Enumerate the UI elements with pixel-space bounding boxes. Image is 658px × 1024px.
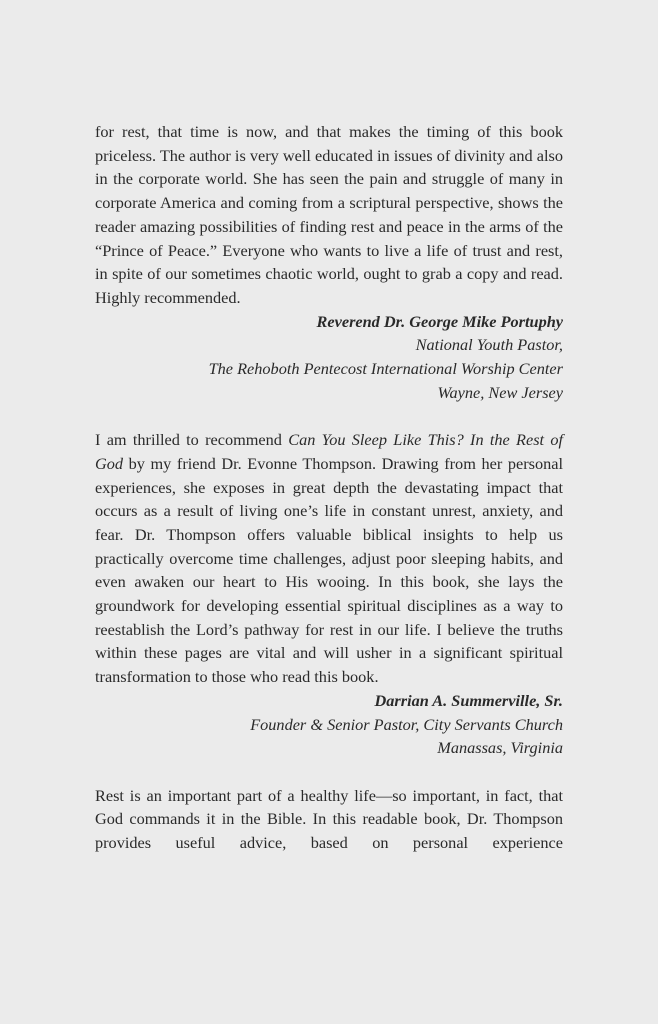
testimonial-text: Rest is an important part of a healthy life—so important, in fact, that God commands it in the Bible. In this readable book, Dr. Thompson provides useful advice, based on personal experience xyxy=(95,785,563,853)
endorser-title: Founder & Senior Pastor, City Servants Church xyxy=(250,714,563,734)
endorser-name: Darrian A. Summerville, Sr. xyxy=(374,690,563,710)
endorser-location: Wayne, New Jersey xyxy=(437,382,563,402)
testimonial-3 xyxy=(95,784,563,855)
testimonial-1 xyxy=(95,120,563,404)
text-before-title: I am thrilled to recommend xyxy=(95,430,289,450)
endorser-location: Manassas, Virginia xyxy=(437,738,563,758)
endorser-name: Reverend Dr. George Mike Portuphy xyxy=(316,311,563,331)
book-page xyxy=(95,120,563,878)
testimonial-2 xyxy=(95,428,563,760)
text-after-title: by my friend Dr. Evonne Thompson. Drawing from her personal experiences, she exposes in great depth the devastating impact that occurs as a result of living one’s life in constant unrest, anxiety, and fear. Dr. Thompson offers valuable biblical insights to help us practically overcome time challenges, adjust poor sleeping habits, and even awaken our heart to His wooing. In this book, she lays the groundwork for developing essential spiritual disciplines as a way to reestablish the Lord’s pathway for rest in our life. I believe the truths within these pages are vital and will usher in a significant spiritual transformation to those who read this book. xyxy=(95,453,563,687)
testimonial-text: for rest, that time is now, and that makes the timing of this book priceless. The author is very well educated in issues of divinity and also in the corporate world. She has seen the pain and struggle of many in corporate America and coming from a scriptural perspective, shows the reader amazing possibilities of finding rest and peace in the arms of the “Prince of Peace.” Everyone who wants to live a life of trust and rest, in spite of our sometimes chaotic world, ought to grab a copy and read. Highly recommended. xyxy=(95,122,563,307)
book-title: Can You Sleep Like This? In the Rest of God xyxy=(95,430,564,473)
testimonial-text xyxy=(95,428,563,689)
endorser-title: National Youth Pastor, xyxy=(415,335,563,355)
endorser-organization: The Rehoboth Pentecost International Worship Center xyxy=(208,359,563,379)
